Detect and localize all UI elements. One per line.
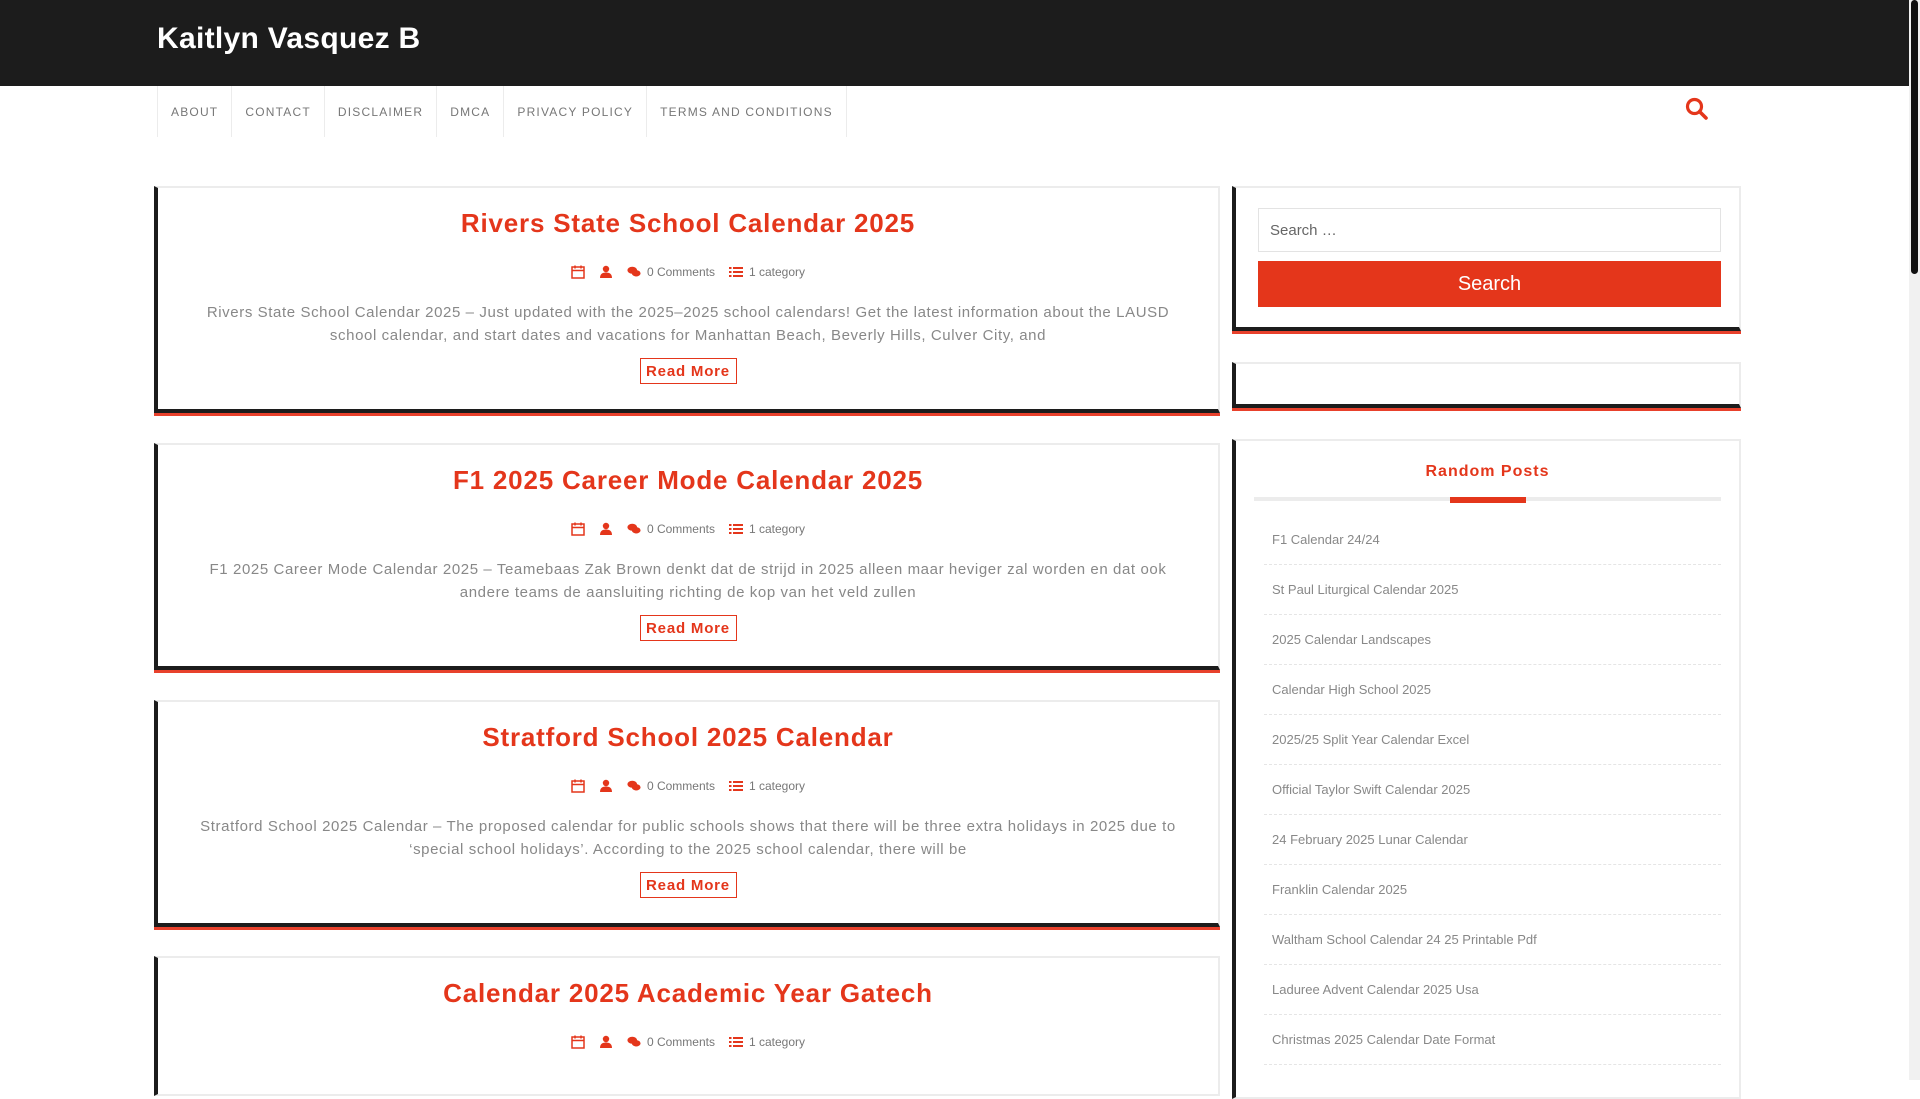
author-meta[interactable] [599, 265, 613, 279]
list-icon [729, 522, 743, 536]
comments-meta[interactable] [627, 1035, 715, 1049]
nav-item-contact[interactable]: CONTACT [231, 86, 324, 137]
nav-item-about[interactable]: ABOUT [157, 86, 231, 137]
post-card [154, 956, 1220, 1096]
category-meta[interactable] [729, 1035, 805, 1049]
list-icon [729, 779, 743, 793]
post-excerpt: Rivers State School Calendar 2025 – Just updated with the 2025–2025 school calendars! Get the latest information about the LAUSD school calendar, and start dates and vacations for Manhattan Beach, Beverly Hills, Culver City, and [206, 304, 1170, 344]
user-icon [599, 1035, 613, 1049]
list-item[interactable]: F1 Calendar 24/24 [1264, 515, 1721, 565]
list-icon [729, 265, 743, 279]
empty-widget [1232, 362, 1741, 408]
category-meta[interactable] [729, 265, 805, 279]
post-excerpt: F1 2025 Career Mode Calendar 2025 – Teamebaas Zak Brown denkt dat de strijd in 2025 alleen maar heviger zal worden en dat ook andere teams de aansluiting richting de kop van het veld zullen [209, 561, 1167, 601]
comments-icon [627, 1035, 641, 1049]
calendar-icon [571, 522, 585, 536]
list-item[interactable]: Laduree Advent Calendar 2025 Usa [1264, 965, 1721, 1015]
main-nav [157, 86, 847, 137]
date-meta[interactable] [571, 779, 585, 793]
search-button[interactable]: Search [1258, 261, 1721, 307]
category-meta[interactable] [729, 779, 805, 793]
post-title[interactable]: Calendar 2025 Academic Year Gatech [443, 978, 933, 1008]
author-meta[interactable] [599, 522, 613, 536]
nav-item-terms[interactable]: TERMS AND CONDITIONS [646, 86, 847, 137]
site-title[interactable]: Kaitlyn Vasquez B [157, 22, 421, 55]
comments-icon [627, 522, 641, 536]
user-icon [599, 779, 613, 793]
list-item[interactable]: Franklin Calendar 2025 [1264, 865, 1721, 915]
comments-count: 0 Comments [646, 265, 715, 279]
read-more-button[interactable]: Read More [640, 872, 737, 898]
category-count: 1 category [748, 265, 806, 279]
post-meta [158, 522, 1218, 536]
post-card [154, 186, 1220, 413]
list-item[interactable]: 24 February 2025 Lunar Calendar [1264, 815, 1721, 865]
title-divider [1254, 497, 1721, 501]
list-item[interactable]: St Paul Liturgical Calendar 2025 [1264, 565, 1721, 615]
random-posts-widget [1232, 439, 1741, 1099]
read-more-button[interactable]: Read More [640, 615, 737, 641]
comments-count: 0 Comments [646, 522, 715, 536]
category-meta[interactable] [729, 522, 805, 536]
post-title[interactable]: Rivers State School Calendar 2025 [460, 208, 916, 238]
post-meta [158, 779, 1218, 793]
category-count: 1 category [748, 1035, 806, 1049]
nav-item-dmca[interactable]: DMCA [436, 86, 503, 137]
list-item[interactable]: 2025 Calendar Landscapes [1264, 615, 1721, 665]
user-icon [599, 522, 613, 536]
date-meta[interactable] [571, 1035, 585, 1049]
site-header [0, 0, 1909, 86]
comments-icon [627, 265, 641, 279]
date-meta[interactable] [571, 522, 585, 536]
comments-count: 0 Comments [646, 1035, 715, 1049]
user-icon [599, 265, 613, 279]
list-icon [729, 1035, 743, 1049]
search-widget [1232, 186, 1741, 331]
nav-item-disclaimer[interactable]: DISCLAIMER [324, 86, 436, 137]
post-title[interactable]: Stratford School 2025 Calendar [482, 722, 894, 752]
list-item[interactable]: Waltham School Calendar 24 25 Printable Pdf [1264, 915, 1721, 965]
post-meta [158, 265, 1218, 279]
post-title[interactable]: F1 2025 Career Mode Calendar 2025 [452, 465, 924, 495]
comments-icon [627, 779, 641, 793]
list-item[interactable]: Calendar High School 2025 [1264, 665, 1721, 715]
random-posts-list [1264, 515, 1721, 1065]
post-card [154, 700, 1220, 927]
scrollbar[interactable] [1909, 0, 1920, 1080]
comments-meta[interactable] [627, 779, 715, 793]
post-card [154, 443, 1220, 670]
calendar-icon [571, 779, 585, 793]
author-meta[interactable] [599, 1035, 613, 1049]
author-meta[interactable] [599, 779, 613, 793]
comments-meta[interactable] [627, 522, 715, 536]
list-item[interactable]: Christmas 2025 Calendar Date Format [1264, 1015, 1721, 1065]
search-input[interactable] [1258, 208, 1721, 252]
category-count: 1 category [748, 779, 806, 793]
list-item[interactable]: Official Taylor Swift Calendar 2025 [1264, 765, 1721, 815]
comments-meta[interactable] [627, 265, 715, 279]
widget-title: Random Posts [1425, 463, 1550, 480]
list-item[interactable]: 2025/25 Split Year Calendar Excel [1264, 715, 1721, 765]
comments-count: 0 Comments [646, 779, 715, 793]
scrollbar-thumb[interactable] [1911, 0, 1918, 274]
post-meta [158, 1035, 1218, 1049]
calendar-icon [571, 1035, 585, 1049]
read-more-button[interactable]: Read More [640, 358, 737, 384]
calendar-icon [571, 265, 585, 279]
nav-item-privacy-policy[interactable]: PRIVACY POLICY [503, 86, 646, 137]
date-meta[interactable] [571, 265, 585, 279]
category-count: 1 category [748, 522, 806, 536]
search-icon[interactable] [1684, 96, 1710, 122]
post-excerpt: Stratford School 2025 Calendar – The proposed calendar for public schools shows that there will be three extra holidays in 2025 due to ‘special school holidays’. According to the 2025 school calendar, there will be [200, 818, 1176, 858]
